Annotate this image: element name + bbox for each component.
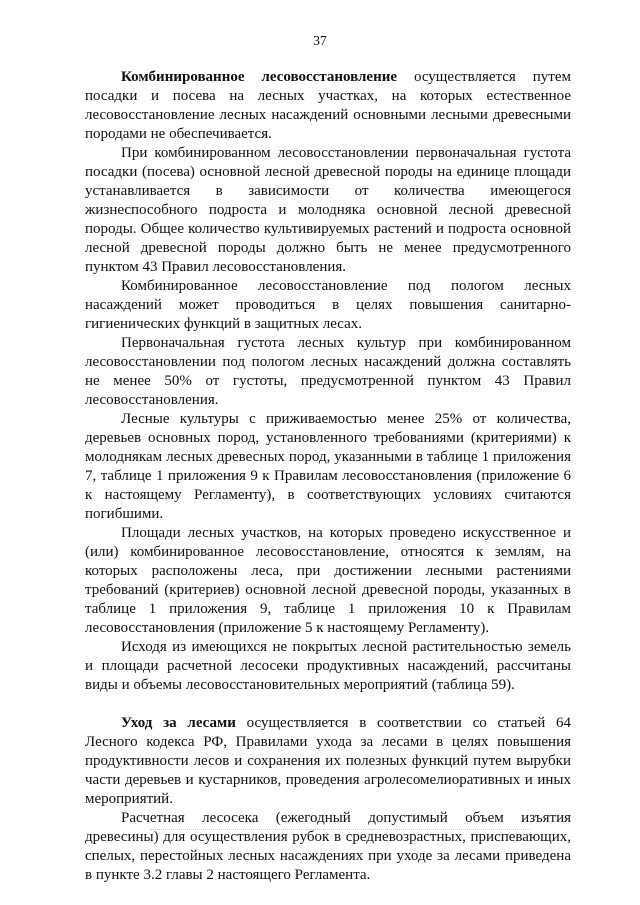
paragraph-text: Лесные культуры с приживаемостью менее 25% от количества, деревьев основных пород, установленного требованиями (критериями) к молоднякам лесных древесных пород, указанными в таблице 1 приложения 7, таблице 1 приложения 9 к Правилам лесовосстановления (приложение 6 к настоящему Регламенту), в соответствующих условиях считаются погибшими.	[85, 411, 571, 522]
paragraph-text: Первоначальная густота лесных культур при комбинированном лесовосстановлении под пологом лесных насаждений должна составлять не менее 50% от густоты, предусмотренной пунктом 43 Правил лесовосстановления.	[85, 335, 571, 408]
paragraph	[85, 638, 571, 695]
paragraph	[85, 334, 571, 410]
paragraph-text: осуществляется путем посадки и посева на лесных участках, на которых естественное лесовосстановление лесных насаждений основными лесными древесными породами не обеспечивается.	[85, 69, 571, 142]
paragraph-text: осуществляется в соответствии со статьей 64 Лесного кодекса РФ, Правилами ухода за лесами в целях повышения продуктивности лесов и сохранения их полезных функций путем вырубки части деревьев и кустарников, проведения агролесомелиоративных и иных мероприятий.	[85, 715, 571, 807]
page-number: 37	[313, 33, 327, 48]
paragraph-text: Площади лесных участков, на которых проведено искусственное и (или) комбинированное лесовосстановление, относятся к землям, на которых расположены леса, при достижении лесными растениями требований (критериев) основной лесной древесной породы, указанных в таблице 1 приложения 9, таблице 1 приложения 10 к Правилам лесовосстановления (приложение 5 к настоящему Регламенту).	[85, 525, 571, 636]
paragraph-text: Расчетная лесосека (ежегодный допустимый объем изъятия древесины) для осуществления рубок в средневозрастных, приспевающих, спелых, перестойных лесных насаждениях при уходе за лесами приведена в пункте 3.2 главы 2 настоящего Регламента.	[85, 810, 571, 883]
paragraph	[85, 524, 571, 638]
scan-artifact	[150, 829, 530, 834]
paragraph	[85, 144, 571, 277]
document-body	[85, 68, 571, 885]
paragraph-lead: Комбинированное лесовосстановление	[121, 69, 398, 85]
paragraph-text: При комбинированном лесовосстановлении первоначальная густота посадки (посева) основной лесной древесной породы на единице площади устанавливается в зависимости от количества имеющегося жизнеспособного подроста и молодняка основной лесной древесной породы. Общее количество культивируемых растений и подроста основной лесной древесной породы должно быть не менее предусмотренного пунктом 43 Правил лесовосстановления.	[85, 145, 571, 275]
paragraph-text: Исходя из имеющихся не покрытых лесной растительностью земель и площади расчетной лесосеки продуктивных насаждений, рассчитаны виды и объемы лесовосстановительных мероприятий (таблица 59).	[85, 639, 571, 693]
paragraph-lead: Уход за лесами	[121, 715, 236, 731]
paragraph	[85, 410, 571, 524]
paragraph	[85, 714, 571, 809]
paragraph	[85, 809, 571, 885]
paragraph	[85, 277, 571, 334]
section-spacer	[85, 695, 571, 714]
paragraph	[85, 68, 571, 144]
paragraph-text: Комбинированное лесовосстановление под пологом лесных насаждений может проводиться в целях повышения санитарно-гигиенических функций в защитных лесах.	[85, 278, 571, 332]
